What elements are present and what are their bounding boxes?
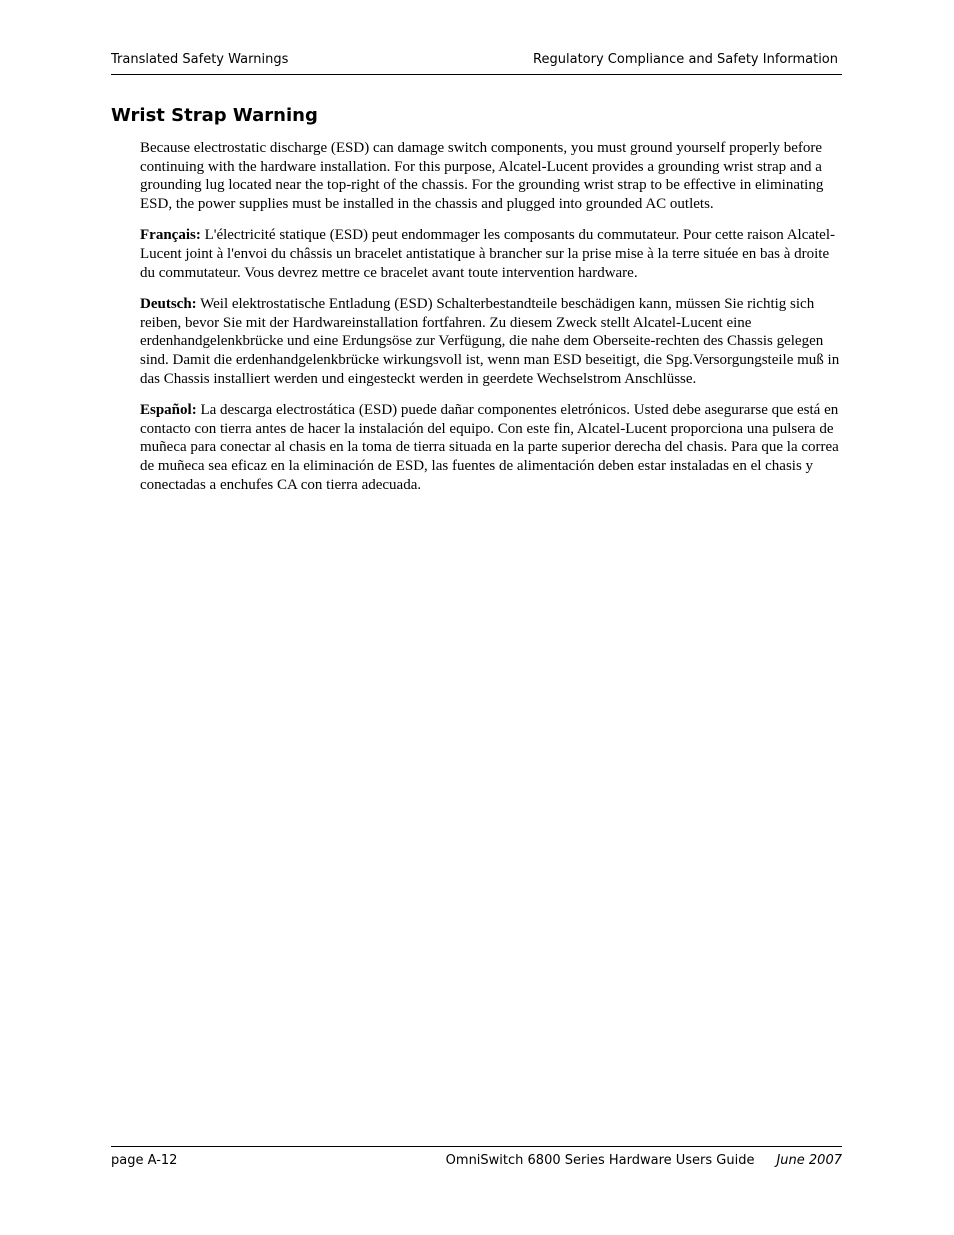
publication-date: June 2007 <box>776 1153 842 1168</box>
page-footer <box>111 1146 842 1177</box>
spanish-paragraph <box>140 401 840 494</box>
spanish-text: La descarga electrostática (ESD) puede dañar componentes eletrónicos. Usted debe asegurarse que está en contacto con tierra antes de hacer la instalación del equipo. Con este fin, Alcatel-Lucent proporciona una pulsera de muñeca para conectar al chasis en la toma de tierra situada en la parte superior derecha del chasis. Para que la correa de muñeca sea eficaz en la eliminación de ESD, las fuentes de alimentación deben estar instaladas en el chasis y conectadas a enchufes CA con tierra adecuada. <box>140 402 839 493</box>
guide-title: OmniSwitch 6800 Series Hardware Users Guide <box>445 1153 755 1168</box>
warning-body <box>140 139 840 507</box>
page-header <box>111 50 842 75</box>
footer-document-info <box>446 1153 842 1168</box>
french-text: L'électricité statique (ESD) peut endommager les composants du commutateur. Pour cette raison Alcatel-Lucent joint à l'envoi du châssis un bracelet antistatique à brancher sur la prise mise à la terre située en bas à droite du commutateur. Vous devrez mettre ce bracelet avant toute intervention hardware. <box>140 227 836 281</box>
header-section-name: Translated Safety Warnings <box>111 52 289 67</box>
german-label: Deutsch: <box>140 296 197 313</box>
section-title: Wrist Strap Warning <box>111 105 318 126</box>
french-paragraph <box>140 226 840 282</box>
english-paragraph: Because electrostatic discharge (ESD) can damage switch components, you must ground yourself properly before continuing with the hardware installation. For this purpose, Alcatel-Lucent provides a grounding wrist strap and a grounding lug located near the top-right of the chassis. For the grounding wrist strap to be effective in eliminating ESD, the power supplies must be installed in the chassis and plugged into grounded AC outlets. <box>140 140 824 212</box>
spanish-label: Español: <box>140 402 197 419</box>
german-text: Weil elektrostatische Entladung (ESD) Schalterbestandteile beschädigen kann, müssen Sie richtig sich reiben, bevor Sie mit der Hardwareinstallation fortfahren. Zu diesem Zweck stellt Alcatel-Lucent eine erdenhandgelenkbrücke und eine Erdungsöse zur Verfügung, die nahe dem Oberseite-rechten des Chassis gelegen sind. Damit die erdenhandgelenkbrücke wirkungsvoll ist, wenn man ESD beseitigt, die Spg.Versorgungsteile muß in das Chassis installiert werden und eingesteckt werden in geerdete Wechselstrom Anschlüsse. <box>140 296 840 387</box>
german-paragraph <box>140 295 840 388</box>
page-number: page A-12 <box>111 1153 178 1168</box>
french-label: Français: <box>140 227 201 244</box>
header-chapter-name: Regulatory Compliance and Safety Information <box>533 52 838 67</box>
